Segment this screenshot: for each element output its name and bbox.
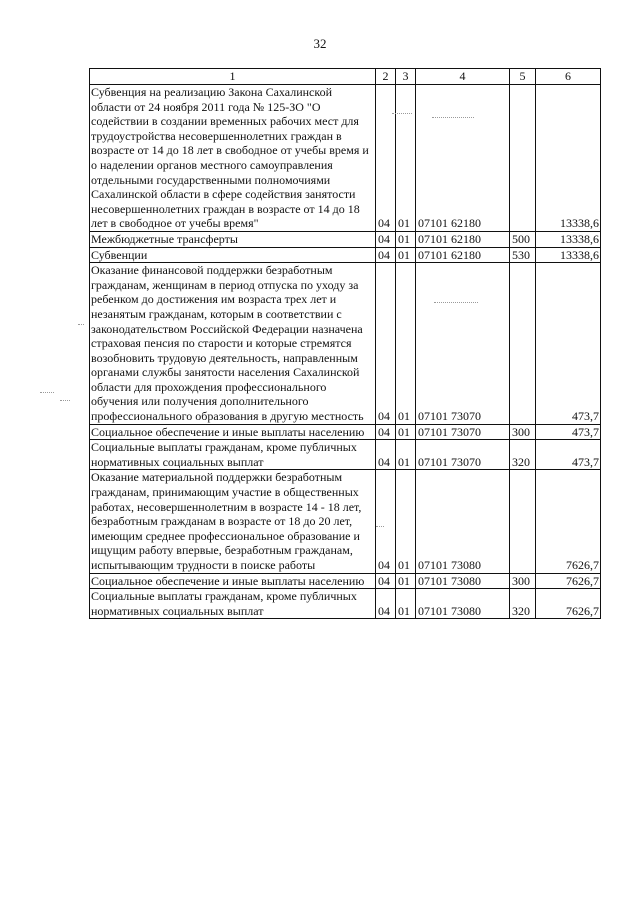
target-article-cell: 07101 73070	[416, 263, 510, 425]
column-header: 5	[510, 69, 536, 85]
scan-speck	[60, 400, 70, 402]
target-article-cell: 07101 73070	[416, 424, 510, 440]
scan-speck	[40, 392, 54, 394]
item-name-cell: Социальное обеспечение и иные выплаты населению	[90, 573, 376, 589]
scan-speck	[78, 324, 84, 326]
expense-type-cell: 300	[510, 424, 536, 440]
expense-type-cell	[510, 263, 536, 425]
column-header: 1	[90, 69, 376, 85]
amount-cell: 473,7	[536, 440, 601, 470]
column-header: 3	[396, 69, 416, 85]
target-article-cell: 07101 62180	[416, 247, 510, 263]
column-header: 6	[536, 69, 601, 85]
subsection-code-cell: 01	[396, 440, 416, 470]
amount-cell: 7626,7	[536, 589, 601, 619]
expense-type-cell: 320	[510, 440, 536, 470]
section-code-cell: 04	[376, 247, 396, 263]
table-row	[90, 247, 601, 263]
budget-table	[89, 68, 601, 619]
amount-cell: 13338,6	[536, 85, 601, 232]
scan-speck	[376, 526, 384, 528]
column-header: 4	[416, 69, 510, 85]
target-article-cell: 07101 73080	[416, 470, 510, 573]
item-name-cell: Социальное обеспечение и иные выплаты населению	[90, 424, 376, 440]
subsection-code-cell: 01	[396, 231, 416, 247]
section-code-cell: 04	[376, 424, 396, 440]
section-code-cell: 04	[376, 589, 396, 619]
expense-type-cell: 320	[510, 589, 536, 619]
subsection-code-cell: 01	[396, 247, 416, 263]
expense-type-cell: 300	[510, 573, 536, 589]
section-code-cell: 04	[376, 573, 396, 589]
amount-cell: 7626,7	[536, 573, 601, 589]
table-row	[90, 424, 601, 440]
section-code-cell: 04	[376, 231, 396, 247]
section-code-cell: 04	[376, 440, 396, 470]
target-article-cell: 07101 73070	[416, 440, 510, 470]
target-article-cell: 07101 62180	[416, 85, 510, 232]
subsection-code-cell: 01	[396, 424, 416, 440]
target-article-cell: 07101 73080	[416, 589, 510, 619]
item-name-cell: Социальные выплаты гражданам, кроме публичных нормативных социальных выплат	[90, 440, 376, 470]
expense-type-cell: 530	[510, 247, 536, 263]
table-row	[90, 231, 601, 247]
subsection-code-cell: 01	[396, 470, 416, 573]
expense-type-cell: 500	[510, 231, 536, 247]
table-row	[90, 85, 601, 232]
amount-cell: 7626,7	[536, 470, 601, 573]
amount-cell: 13338,6	[536, 231, 601, 247]
scan-speck	[434, 302, 478, 304]
section-code-cell: 04	[376, 85, 396, 232]
subsection-code-cell: 01	[396, 589, 416, 619]
subsection-code-cell: 01	[396, 85, 416, 232]
expense-type-cell	[510, 85, 536, 232]
column-header: 2	[376, 69, 396, 85]
table-header-row	[90, 69, 601, 85]
subsection-code-cell: 01	[396, 573, 416, 589]
section-code-cell: 04	[376, 470, 396, 573]
item-name-cell: Субвенции	[90, 247, 376, 263]
amount-cell: 473,7	[536, 424, 601, 440]
subsection-code-cell: 01	[396, 263, 416, 425]
page-number: 32	[313, 36, 327, 51]
item-name-cell: Оказание финансовой поддержки безработным гражданам, женщинам в период отпуска по уходу за ребенком до достижения им возраста трех лет и незанятым гражданам, которым в соответствии с законодательством Российской Федерации назначена страховая пенсия по старости и которые стремятся возобновить трудовую деятельность, направленным органами службы занятости населения Сахалинской области для прохождения профессионального обучения или получения дополнительного профессионального образования в другую местность	[90, 263, 376, 425]
scan-speck	[432, 117, 474, 119]
table-row	[90, 573, 601, 589]
scan-speck	[392, 113, 412, 115]
expense-type-cell	[510, 470, 536, 573]
amount-cell: 473,7	[536, 263, 601, 425]
amount-cell: 13338,6	[536, 247, 601, 263]
item-name-cell: Оказание материальной поддержки безработным гражданам, принимающим участие в общественных работах, несовершеннолетним в возрасте 14 - 18 лет, безработным гражданам в возрасте от 18 до 20 лет, имеющим среднее профессиональное образование и ищущим работу впервые, безработным гражданам, испытывающим трудности в поиске работы	[90, 470, 376, 573]
item-name-cell: Межбюджетные трансферты	[90, 231, 376, 247]
table-row	[90, 470, 601, 573]
item-name-cell: Социальные выплаты гражданам, кроме публичных нормативных социальных выплат	[90, 589, 376, 619]
table-row	[90, 440, 601, 470]
table-row	[90, 589, 601, 619]
target-article-cell: 07101 62180	[416, 231, 510, 247]
section-code-cell: 04	[376, 263, 396, 425]
item-name-cell: Субвенция на реализацию Закона Сахалинской области от 24 ноября 2011 года № 125-ЗО "О содействии в создании временных рабочих мест для трудоустройства несовершеннолетних граждан в возрасте от 14 до 18 лет в свободное от учебы время и о наделении органов местного самоуправления отдельными государственными полномочиями Сахалинской области в сфере содействия занятости несовершеннолетних граждан в возрасте от 14 до 18 лет в свободное от учебы время"	[90, 85, 376, 232]
target-article-cell: 07101 73080	[416, 573, 510, 589]
table-row	[90, 263, 601, 425]
